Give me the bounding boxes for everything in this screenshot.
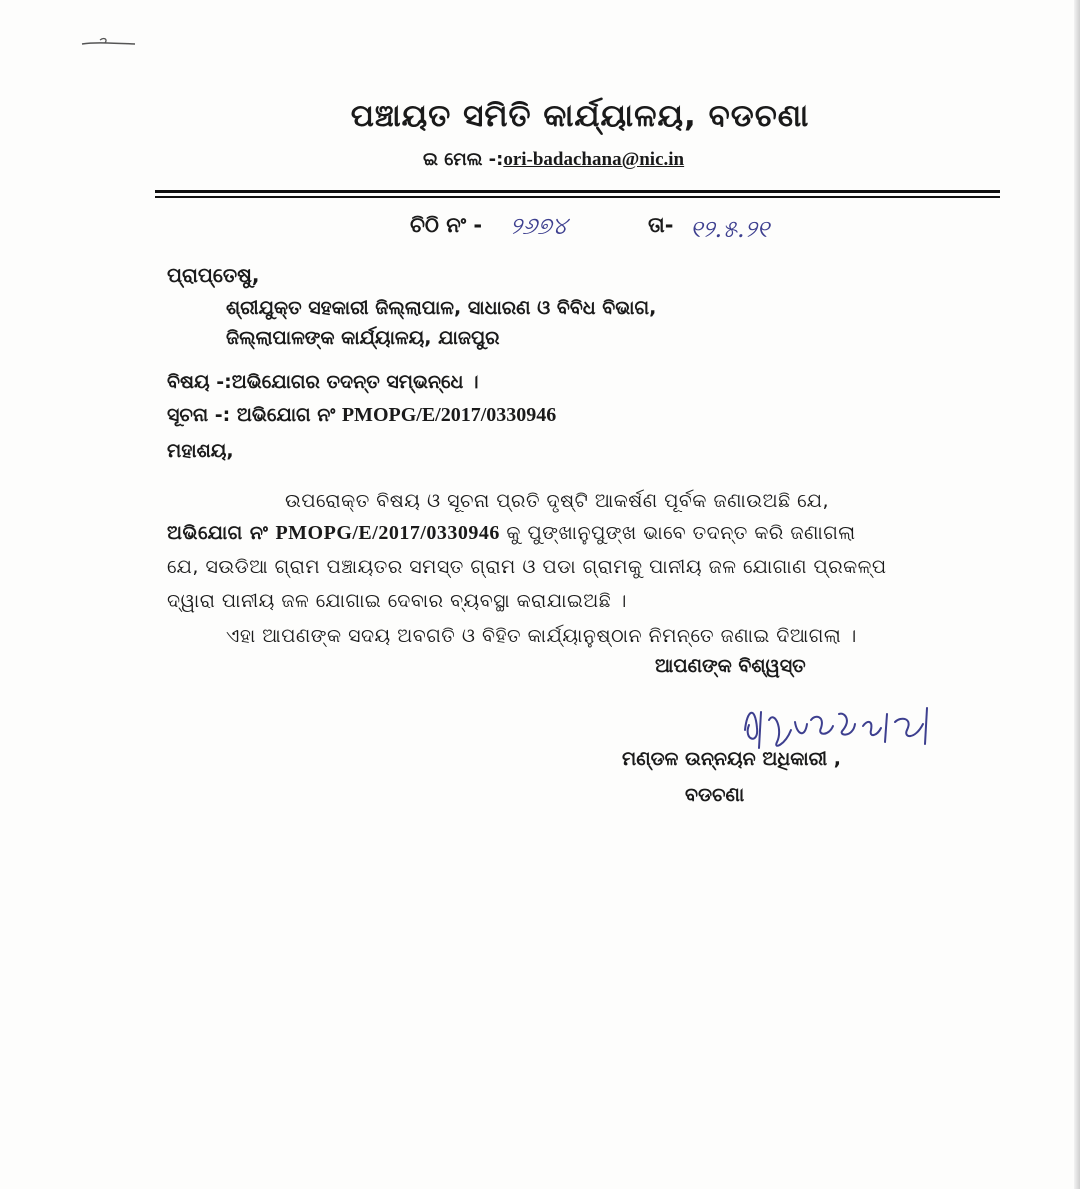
date-handwritten: ୧୨.୫.୨୧ [690,215,770,243]
body-line-4: ଦ୍ୱାରା ପାନୀୟ ଜଳ ଯୋଗାଇ ଦେବାର ବ୍ୟବସ୍ଥା କରାଯାଇଅଛି । [167,590,627,612]
recipient-address-line-1: ଶ୍ରୀଯୁକ୍ତ ସହକାରୀ ଜିଲ୍ଲାପାଳ, ସାଧାରଣ ଓ ବିବିଧ ବିଭାଗ, [226,297,657,319]
body-line-2 [167,522,856,545]
body-line-5: ଏହା ଆପଣଙ୍କ ସଦୟ ଅବଗତି ଓ ବିହିତ କାର୍ଯ୍ୟାନୁଷ୍ଠାନ ନିମନ୍ତେ ଜଣାଇ ଦିଆଗଲା । [226,625,857,647]
date-label: ତା- [648,213,674,237]
email-line [423,149,684,171]
recipient-label: ପ୍ରାପ୍ତେଷୁ, [167,263,260,287]
letter-number-label: ଚିଠି ନଂ - [410,213,483,237]
body-line-2-rest: କୁ ପୁଙ୍ଖାନୁପୁଙ୍ଖ ଭାବେ ତଦନ୍ତ କରି ଜଣାଗଲା [499,522,856,544]
signatory-designation: ମଣ୍ଡଳ ଉନ୍ନୟନ ଅଧିକାରୀ , [622,748,841,770]
scan-edge-shadow [1074,0,1080,1189]
subject-line: ବିଷୟ -:ଅଭିଯୋଗର ତଦନ୍ତ ସମ୍ଭନ୍ଧେ । [167,371,479,393]
complaint-number: PMOPG/E/2017/0330946 [341,404,557,426]
reference-line [167,404,556,427]
body-line-3: ଯେ, ସଉଡିଆ ଗ୍ରାମ ପଞ୍ଚାୟତର ସମସ୍ତ ଗ୍ରାମ ଓ ପଡା ଗ୍ରାମକୁ ପାନୀୟ ଜଳ ଯୋଗାଣ ପ୍ରକଳ୍ପ [167,556,887,578]
body-line-1: ଉପରୋକ୍ତ ବିଷୟ ଓ ସୂଚନା ପ୍ରତି ଦୃଷ୍ଟି ଆକର୍ଷଣ ପୂର୍ବକ ଜଣାଉଅଛି ଯେ, [285,490,830,512]
salutation: ମହାଶୟ, [167,440,234,462]
recipient-address-line-2: ଜିଲ୍ଲାପାଳଙ୍କ କାର୍ଯ୍ୟାଳୟ, ଯାଜପୁର [226,327,500,349]
email-label: ଇ ମେଲ -: [423,149,504,170]
closing-phrase: ଆପଣଙ୍କ ବିଶ୍ୱସ୍ତ [655,655,806,677]
email-address: ori-badachana@nic.in [503,149,685,170]
body-complaint-label: ଅଭିଯୋଗ ନଂ [167,522,276,544]
header-divider-thick [155,190,1000,193]
header-divider-thin [155,196,1000,198]
office-heading: ପଞ୍ଚାୟତ ସମିତି କାର୍ଯ୍ୟାଳୟ, ବଡଚଣା [350,98,810,134]
body-complaint-number: PMOPG/E/2017/0330946 [275,522,500,544]
reference-label: ସୂଚନା -: ଅଭିଯୋଗ ନଂ [167,404,342,426]
corner-pen-mark [80,34,140,54]
letter-number-handwritten: ୨୬୭୪ [510,212,568,240]
signatory-place: ବଡଚଣା [685,784,745,806]
